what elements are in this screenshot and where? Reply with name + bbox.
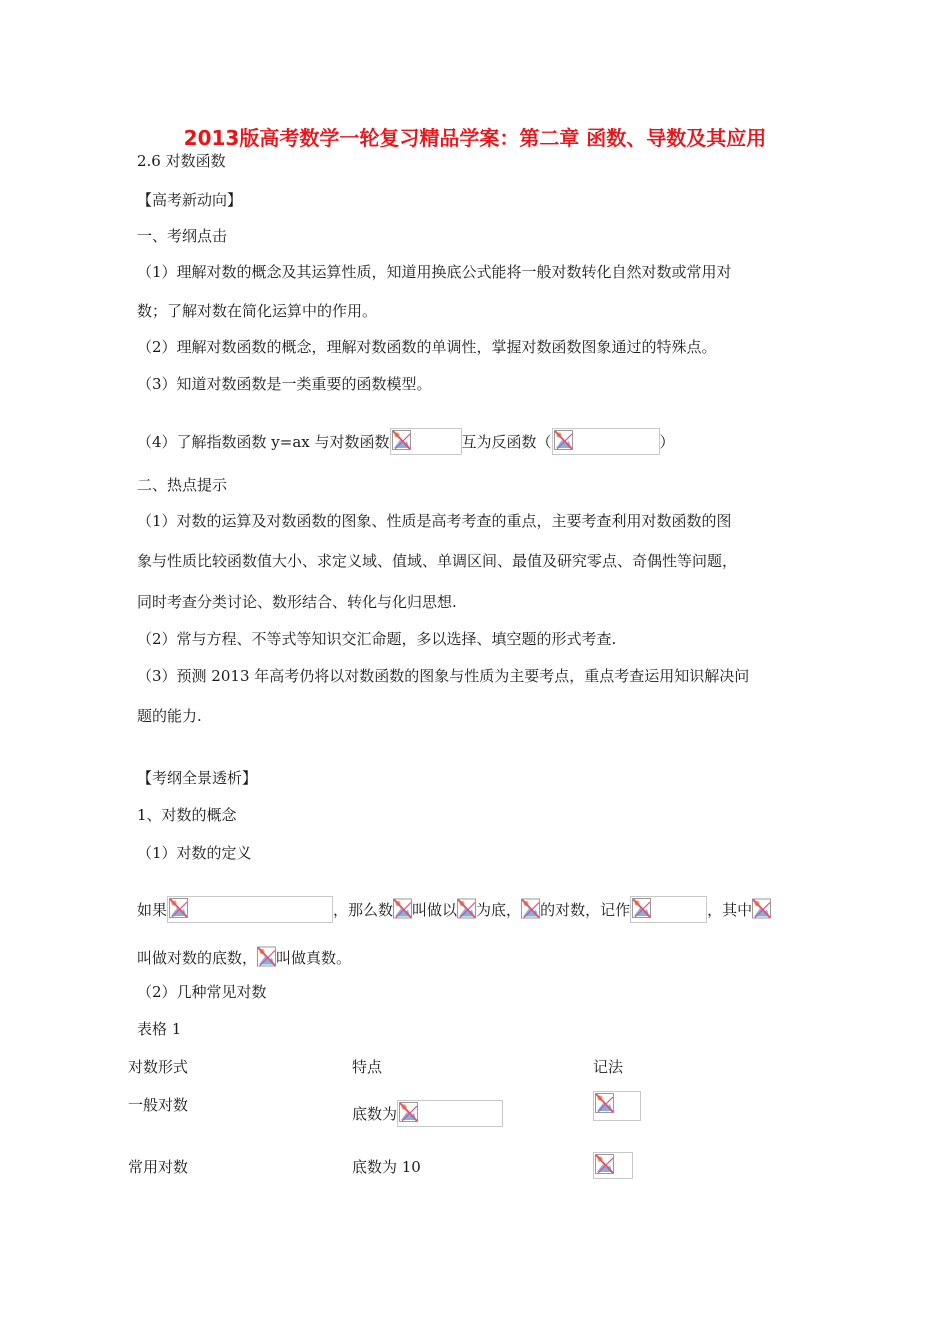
syllabus-item-4 xyxy=(137,428,675,455)
table-cell-text: 底数为 xyxy=(352,1105,398,1123)
table-cell-general-log: 一般对数 xyxy=(128,1096,189,1114)
formula-image-icon xyxy=(630,896,707,923)
formula-image-icon xyxy=(593,1091,641,1121)
table-cell-common-log: 常用对数 xyxy=(128,1158,189,1176)
definition-text: ，其中 xyxy=(707,901,753,919)
definition-text: 叫做对数的底数， xyxy=(137,949,258,967)
definition-line-2 xyxy=(137,946,351,969)
hot-point-2: （2）常与方程、不等式等知识交汇命题，多以选择、填空题的形式考查. xyxy=(137,630,617,648)
syllabus-item-3: （3）知道对数函数是一类重要的函数模型。 xyxy=(137,375,432,393)
definition-text: 为底， xyxy=(476,901,522,919)
table-cell-common-feature: 底数为 10 xyxy=(352,1158,421,1176)
syllabus-item-4-text-b: 互为反函数（ xyxy=(461,433,552,451)
syllabus-item-4-text-c: ） xyxy=(659,433,675,451)
table-header-form: 对数形式 xyxy=(128,1058,189,1076)
formula-image-icon xyxy=(593,1152,633,1179)
formula-image-icon xyxy=(521,898,540,919)
subheading-log-definition: （1）对数的定义 xyxy=(137,844,252,862)
heading-new-trends: 【高考新动向】 xyxy=(137,191,243,209)
formula-image-icon xyxy=(552,428,660,455)
syllabus-item-1a: （1）理解对数的概念及其运算性质，知道用换底公式能将一般对数转化自然对数或常用对 xyxy=(137,263,732,281)
definition-text: 的对数，记作 xyxy=(540,901,631,919)
hot-point-1a: （1）对数的运算及对数函数的图象、性质是高考考查的重点，主要考查利用对数函数的图 xyxy=(137,512,732,530)
table-cell-common-notation xyxy=(593,1152,633,1179)
formula-image-icon xyxy=(167,896,333,923)
definition-text: ，那么数 xyxy=(333,901,394,919)
table-cell-general-notation xyxy=(593,1091,641,1121)
hot-point-3a: （3）预测 2013 年高考仍将以对数函数的图象与性质为主要考点，重点考查运用知识解决问 xyxy=(137,667,750,685)
heading-hot-points: 二、热点提示 xyxy=(137,476,228,494)
table-header-notation: 记法 xyxy=(593,1058,624,1076)
heading-syllabus-points: 一、考纲点击 xyxy=(137,227,228,245)
section-heading: 2.6 对数函数 xyxy=(137,152,226,170)
formula-image-icon xyxy=(257,946,276,967)
subheading-log-concept: 1、对数的概念 xyxy=(137,806,237,824)
syllabus-item-2: （2）理解对数函数的概念，理解对数函数的单调性，掌握对数函数图象通过的特殊点。 xyxy=(137,338,717,356)
table-header-feature: 特点 xyxy=(352,1058,383,1076)
syllabus-item-4-text-a: （4）了解指数函数 y=ax 与对数函数 xyxy=(137,433,390,451)
formula-image-icon xyxy=(390,428,462,455)
hot-point-3b: 题的能力. xyxy=(137,707,202,725)
table-cell-general-feature xyxy=(352,1100,503,1127)
formula-image-icon xyxy=(393,898,412,919)
definition-text: 叫做真数。 xyxy=(276,949,352,967)
document-title: 2013版高考数学一轮复习精品学案：第二章 函数、导数及其应用 xyxy=(183,126,767,150)
heading-full-view: 【考纲全景透析】 xyxy=(137,769,258,787)
syllabus-item-1b: 数；了解对数在简化运算中的作用。 xyxy=(137,302,378,320)
table-caption: 表格 1 xyxy=(137,1020,182,1038)
definition-text: 如果 xyxy=(137,901,168,919)
definition-line-1 xyxy=(137,896,771,923)
formula-image-icon xyxy=(752,898,771,919)
formula-image-icon xyxy=(457,898,476,919)
definition-text: 叫做以 xyxy=(412,901,458,919)
formula-image-icon xyxy=(397,1100,503,1127)
hot-point-1b: 象与性质比较函数值大小、求定义域、值域、单调区间、最值及研究零点、奇偶性等问题， xyxy=(137,552,738,570)
subheading-common-logs: （2）几种常见对数 xyxy=(137,983,267,1001)
hot-point-1c: 同时考查分类讨论、数形结合、转化与化归思想. xyxy=(137,593,457,611)
